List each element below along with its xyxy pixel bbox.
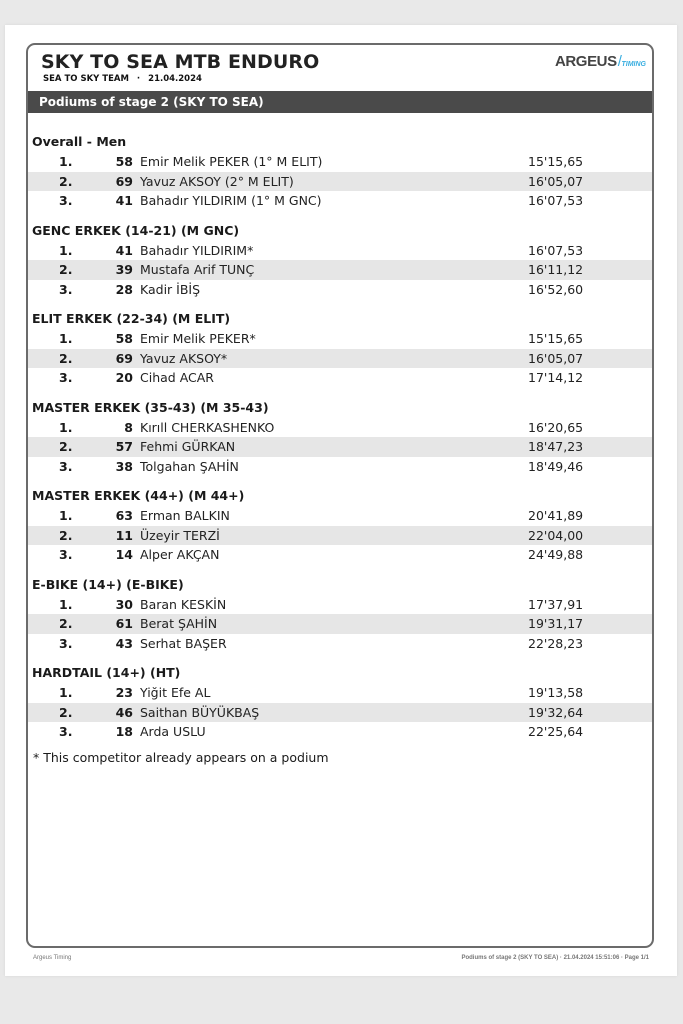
rider-name: Berat ŞAHİN [140, 616, 218, 631]
result-row [28, 418, 652, 438]
bib-number: 38 [115, 458, 133, 474]
rank-cell: 2. [59, 262, 73, 277]
results-frame [26, 43, 654, 948]
rider-name: Yiğit Efe AL [140, 685, 211, 700]
rank-cell: 1. [59, 242, 73, 258]
podium-list [28, 132, 652, 765]
bib-number: 20 [115, 370, 133, 385]
bib-number: 8 [124, 419, 133, 435]
podium-category [28, 221, 652, 300]
podium-footnote: * This competitor already appears on a podium [33, 749, 329, 765]
team-name: SEA TO SKY TEAM [43, 74, 129, 84]
bib-number: 18 [115, 724, 133, 739]
category-title: GENC ERKEK (14-21) (M GNC) [32, 222, 240, 238]
podium-category [28, 663, 652, 742]
event-title: SKY TO SEA MTB ENDURO [41, 51, 320, 73]
podium-category [28, 575, 652, 654]
bib-number: 43 [115, 635, 133, 651]
rank-cell: 1. [59, 419, 73, 435]
rider-name: Alper AKÇAN [140, 547, 220, 562]
result-row [28, 368, 652, 388]
stage-time: 19'13,58 [528, 685, 584, 700]
event-subtitle [43, 74, 202, 84]
bib-number: 23 [115, 685, 133, 700]
rider-name: Yavuz AKSOY (2° M ELIT) [140, 173, 294, 189]
stage-time: 15'15,65 [528, 154, 584, 169]
bib-number: 63 [115, 508, 133, 523]
rider-name: Yavuz AKSOY* [140, 350, 228, 366]
stage-time: 17'14,12 [528, 370, 584, 385]
result-row [28, 506, 652, 526]
stage-time: 17'37,91 [528, 596, 584, 612]
rank-cell: 3. [59, 193, 73, 208]
stage-time: 18'47,23 [528, 439, 584, 454]
result-row [28, 614, 652, 634]
result-row [28, 595, 652, 615]
document-page [5, 25, 677, 976]
result-row [28, 172, 652, 192]
rider-name: Kırıll CHERKASHENKO [140, 419, 275, 435]
category-title: E-BIKE (14+) (E-BIKE) [32, 576, 184, 592]
stage-time: 16'05,07 [528, 350, 584, 366]
stage-time: 22'04,00 [528, 527, 584, 543]
rider-name: Saithan BÜYÜKBAŞ [140, 704, 260, 720]
rank-cell: 2. [59, 439, 73, 454]
result-row [28, 152, 652, 172]
rank-cell: 3. [59, 635, 73, 651]
logo-slash: / [617, 53, 622, 70]
rank-cell: 1. [59, 331, 73, 346]
subtitle-separator: · [136, 74, 141, 84]
bib-number: 14 [115, 547, 133, 562]
stage-time: 16'07,53 [528, 242, 584, 258]
stage-time: 24'49,88 [528, 547, 584, 562]
rank-cell: 2. [59, 350, 73, 366]
stage-time: 22'28,23 [528, 635, 584, 651]
rider-name: Bahadır YILDIRIM* [140, 242, 254, 258]
rank-cell: 2. [59, 527, 73, 543]
podium-category [28, 309, 652, 388]
rider-name: Kadir İBİŞ [140, 281, 201, 297]
bib-number: 58 [115, 154, 133, 169]
rider-name: Baran KESKİN [140, 596, 227, 612]
stage-time: 19'31,17 [528, 616, 584, 631]
rider-name: Emir Melik PEKER (1° M ELIT) [140, 154, 323, 169]
logo-main: ARGEUS [554, 53, 617, 70]
bib-number: 28 [115, 281, 133, 297]
footer-right: Podiums of stage 2 (SKY TO SEA) · 21.04.2024 15:51:06 · Page 1/1 [461, 955, 649, 961]
bib-number: 11 [115, 527, 133, 543]
stage-time: 16'20,65 [528, 419, 584, 435]
result-row [28, 634, 652, 654]
rank-cell: 3. [59, 458, 73, 474]
rider-name: Bahadır YILDIRIM (1° M GNC) [140, 193, 322, 208]
result-row [28, 722, 652, 742]
stage-time: 16'52,60 [528, 281, 584, 297]
podium-category [28, 132, 652, 211]
stage-time: 20'41,89 [528, 508, 584, 523]
stage-time: 22'25,64 [528, 724, 584, 739]
rank-cell: 1. [59, 154, 73, 169]
bib-number: 39 [115, 262, 133, 277]
footer-left: Argeus Timing [33, 955, 72, 961]
bib-number: 69 [115, 350, 133, 366]
rank-cell: 3. [59, 724, 73, 739]
rider-name: Tolgahan ŞAHİN [140, 458, 239, 474]
rank-cell: 2. [59, 704, 73, 720]
category-title: HARDTAIL (14+) (HT) [32, 665, 181, 680]
stage-time: 16'05,07 [528, 173, 584, 189]
rank-cell: 1. [59, 596, 73, 612]
logo-sub: TIMING [621, 61, 646, 68]
category-title: MASTER ERKEK (44+) (M 44+) [32, 488, 245, 503]
result-row [28, 703, 652, 723]
result-row [28, 280, 652, 300]
stage-time: 18'49,46 [528, 458, 584, 474]
podium-category [28, 398, 652, 477]
rider-name: Emir Melik PEKER* [140, 331, 256, 346]
rank-cell: 1. [59, 685, 73, 700]
podium-category [28, 486, 652, 565]
rank-cell: 2. [59, 173, 73, 189]
rider-name: Üzeyir TERZİ [140, 527, 220, 543]
rider-name: Erman BALKIN [140, 508, 230, 523]
stage-time: 19'32,64 [528, 704, 584, 720]
rank-cell: 1. [59, 508, 73, 523]
category-title: ELIT ERKEK (22-34) (M ELIT) [32, 311, 231, 326]
result-row [28, 526, 652, 546]
result-row [28, 349, 652, 369]
rider-name: Fehmi GÜRKAN [140, 439, 236, 454]
rider-name: Arda USLU [140, 724, 206, 739]
rider-name: Mustafa Arif TUNÇ [140, 262, 255, 277]
result-row [28, 241, 652, 261]
stage-time: 16'07,53 [528, 193, 584, 208]
stage-title-bar: Podiums of stage 2 (SKY TO SEA) [28, 91, 652, 113]
result-row [28, 457, 652, 477]
rider-name: Cihad ACAR [140, 370, 214, 385]
bib-number: 41 [115, 193, 133, 208]
bib-number: 46 [115, 704, 133, 720]
bib-number: 30 [115, 596, 133, 612]
bib-number: 41 [115, 242, 133, 258]
argeus-timing-logo [555, 53, 646, 70]
stage-time: 16'11,12 [528, 262, 584, 277]
rider-name: Serhat BAŞER [140, 635, 227, 651]
result-row [28, 260, 652, 280]
rank-cell: 3. [59, 370, 73, 385]
bib-number: 57 [115, 439, 133, 454]
result-row [28, 545, 652, 565]
rank-cell: 3. [59, 281, 73, 297]
bib-number: 61 [115, 616, 133, 631]
bib-number: 58 [115, 331, 133, 346]
result-row [28, 191, 652, 211]
category-title: MASTER ERKEK (35-43) (M 35-43) [32, 399, 269, 415]
result-row [28, 437, 652, 457]
stage-time: 15'15,65 [528, 331, 584, 346]
rank-cell: 3. [59, 547, 73, 562]
bib-number: 69 [115, 173, 133, 189]
result-row [28, 329, 652, 349]
event-date: 21.04.2024 [148, 74, 202, 84]
category-title: Overall - Men [32, 134, 127, 149]
result-row [28, 683, 652, 703]
rank-cell: 2. [59, 616, 73, 631]
